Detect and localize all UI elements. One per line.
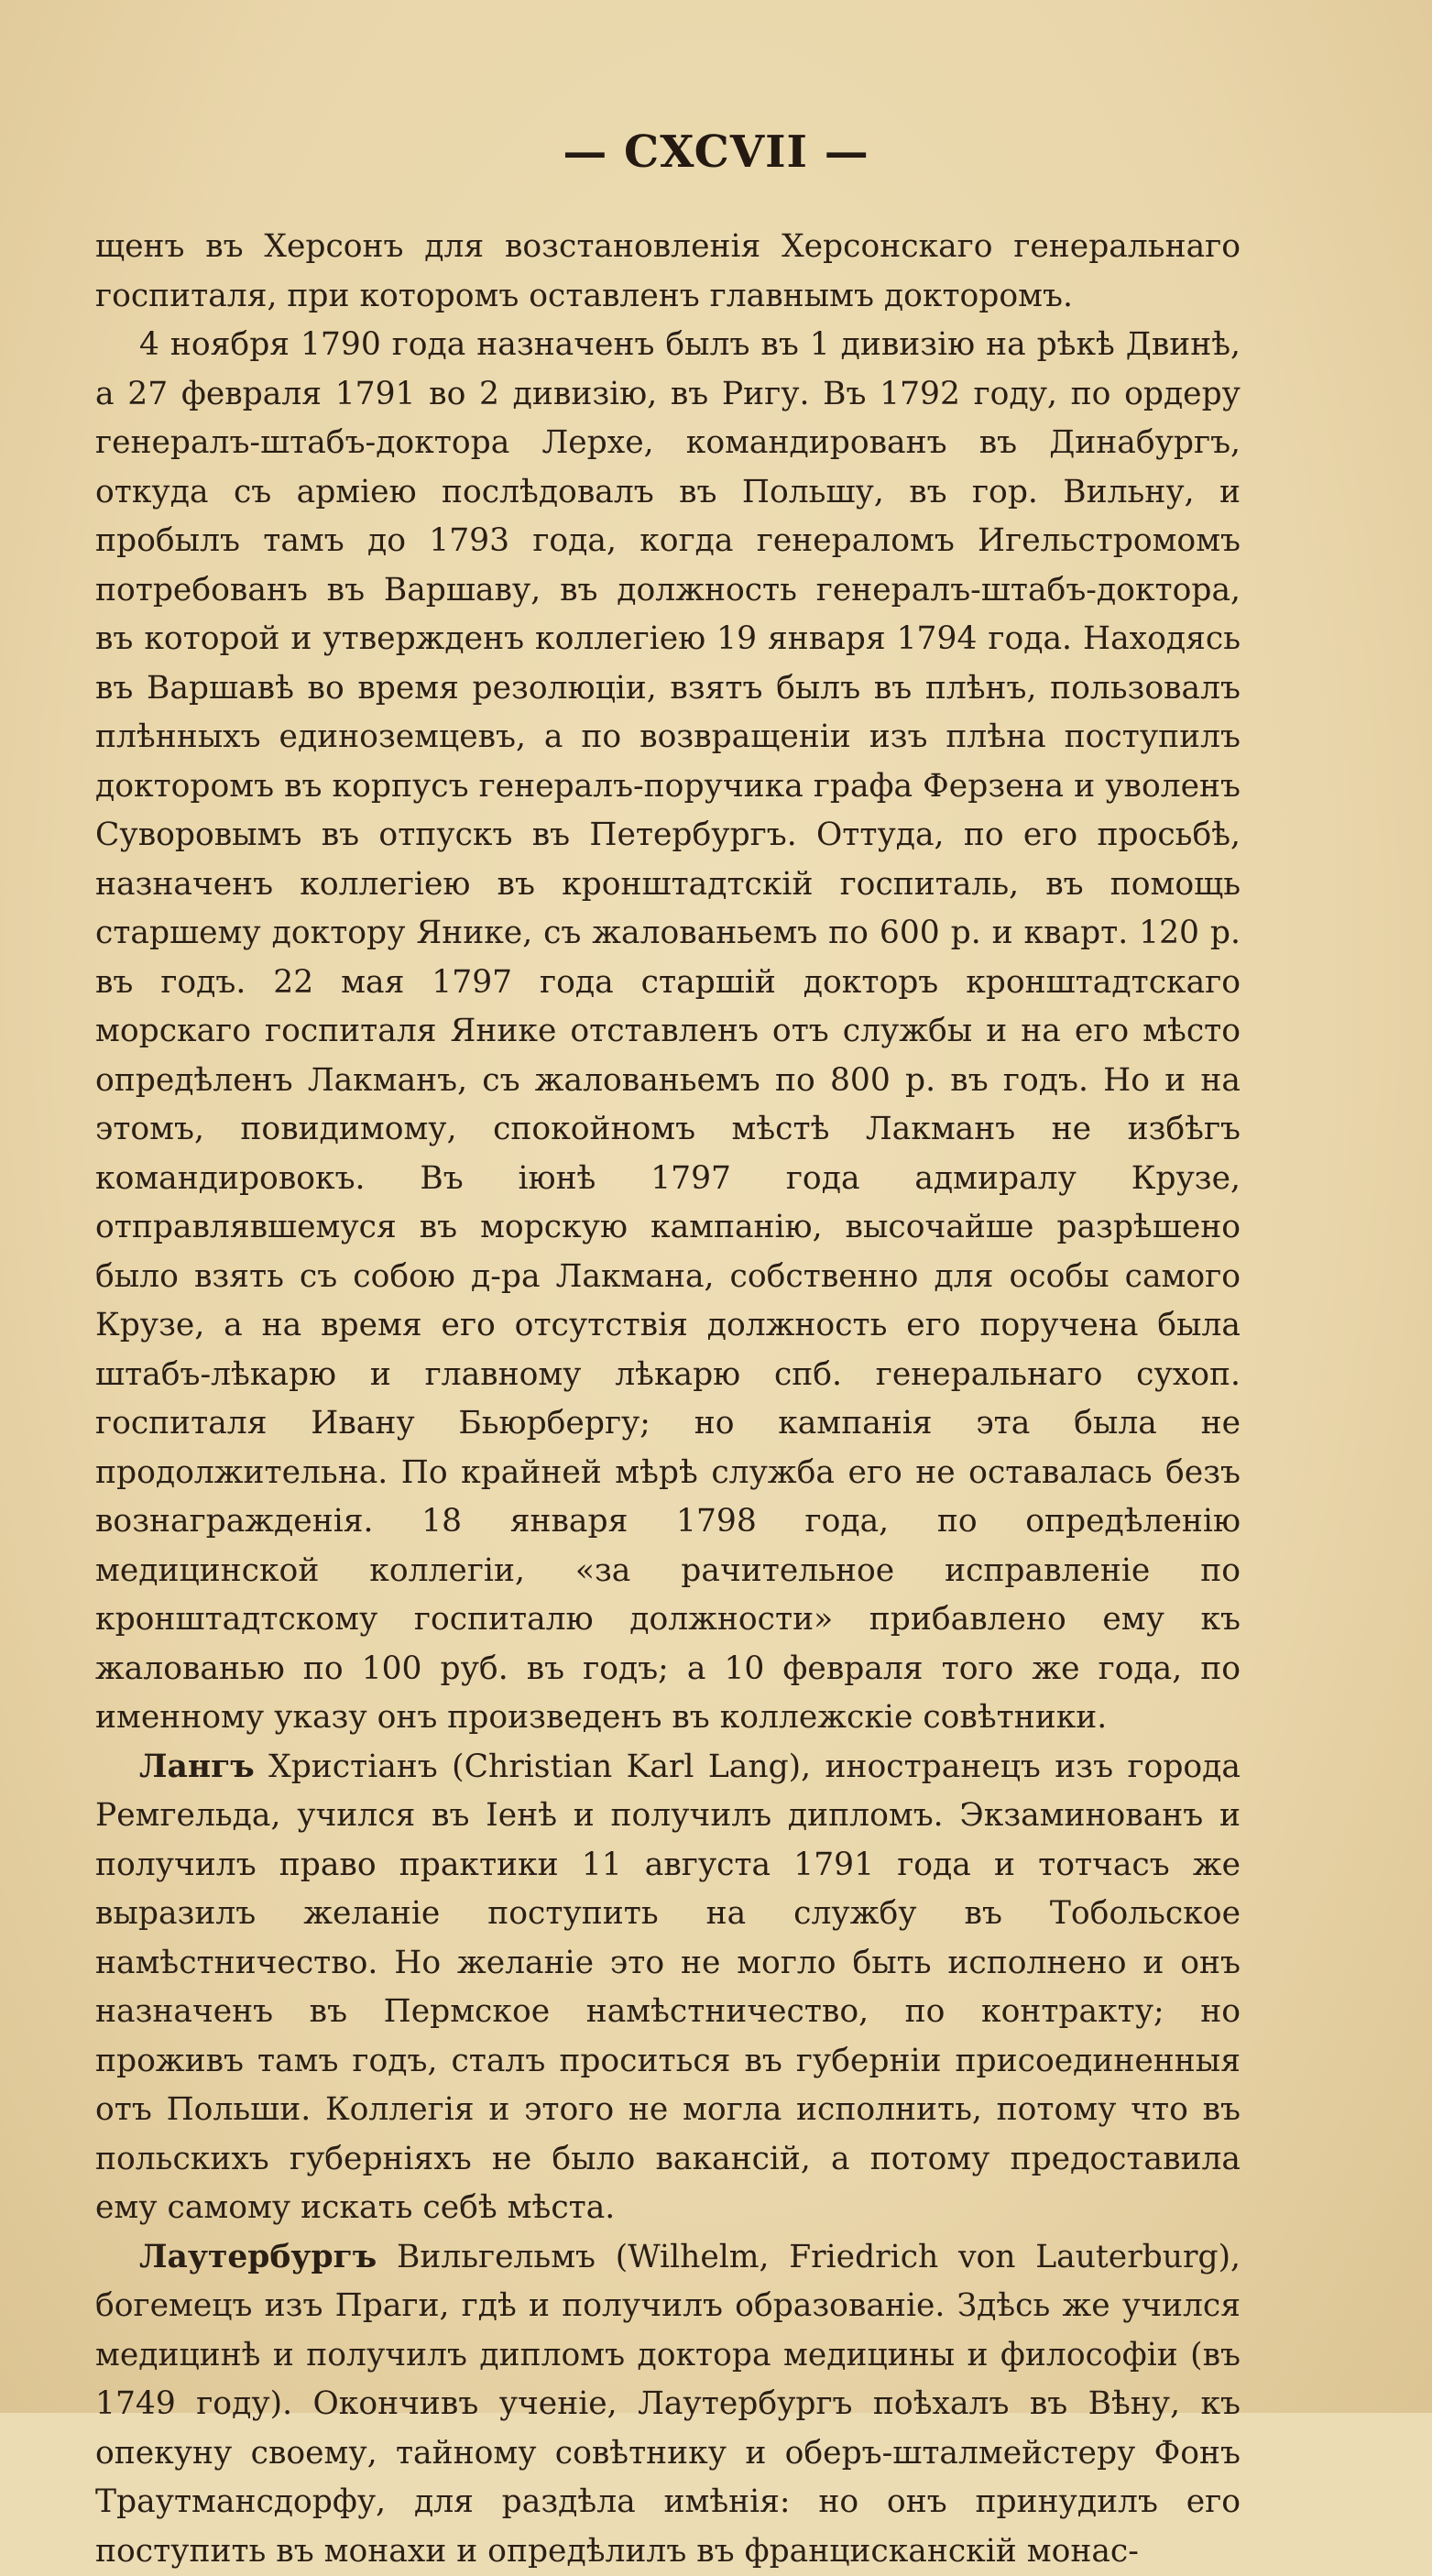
paragraph-3-text: Христіанъ (Christian Karl Lang), иностранецъ изъ города Ремгельда, учился въ Іенѣ и получилъ дипломъ. Экзаминованъ и получилъ право практики 11 августа 1791 года и тотчасъ же выразилъ желаніе поступить на службу въ Тобольское намѣстничество. Но желаніе это не могло быть исполнено и онъ назначенъ въ Пермское намѣстничество, по контракту; но проживъ тамъ годъ, сталъ проситься въ губерніи присоединенныя отъ Польши. Коллегія и этого не могла исполнить, потому что въ польскихъ губерніяхъ не было вакансій, а потому предоставила ему самому искать себѣ мѣста. (95, 1748, 1241, 2227)
paragraph-1 (95, 223, 1241, 321)
paragraph-1-text: щенъ въ Херсонъ для возстановленія Херсонскаго генеральнаго госпиталя, при которомъ оставленъ главнымъ докторомъ. (95, 228, 1241, 314)
paragraph-4 (95, 2233, 1241, 2576)
paragraph-2-text: 4 ноября 1790 года назначенъ былъ въ 1 дивизію на рѣкѣ Двинѣ, а 27 февраля 1791 во 2 дивизію, въ Ригу. Въ 1792 году, по ордеру генералъ-штабъ-доктора Лерхе, командированъ въ Динабургъ, откуда съ арміею послѣдовалъ въ Польшу, въ гор. Вильну, и пробылъ тамъ до 1793 года, когда генераломъ Игельстромомъ потребованъ въ Варшаву, въ должность генералъ-штабъ-доктора, въ которой и утвержденъ коллегіею 19 января 1794 года. Находясь въ Варшавѣ во время резолюціи, взятъ былъ въ плѣнъ, пользовалъ плѣнныхъ единоземцевъ, а по возвращеніи изъ плѣна поступилъ докторомъ въ корпусъ генералъ-поручика графа Ферзена и уволенъ Суворовымъ въ отпускъ въ Петербургъ. Оттуда, по его просьбѣ, назначенъ коллегіею въ кронштадтскій госпиталь, въ помощь старшему доктору Янике, съ жалованьемъ по 600 р. и кварт. 120 р. въ годъ. 22 мая 1797 года старшій докторъ кронштадтскаго морскаго госпиталя Янике отставленъ отъ службы и на его мѣсто опредѣленъ Лакманъ, съ жалованьемъ по 800 р. въ годъ. Но и на этомъ, повидимому, спокойномъ мѣстѣ Лакманъ не избѣгъ командировокъ. Въ іюнѣ 1797 года адмиралу Крузе, отправлявшемуся въ морскую кампанію, высочайше разрѣшено было взять съ собою д-ра Лакмана, собственно для особы самого Крузе, а на время его отсутствія должность его поручена была штабъ-лѣкарю и главному лѣкарю спб. генеральнаго сухоп. госпиталя Ивану Бьюрбергу; но кампанія эта была не продолжительна. По крайней мѣрѣ служба его не оставалась безъ вознагражденія. 18 января 1798 года, по опредѣленію медицинской коллегіи, «за рачительное исправленіе по кронштадтскому госпиталю должности» прибавлено ему къ жалованью по 100 руб. въ годъ; а 10 февраля того же года, по именному указу онъ произведенъ въ коллежскіе совѣтники. (95, 326, 1241, 1736)
paragraph-4-text: Вильгельмъ (Wilhelm, Friedrich von Lauterburg), богемецъ изъ Праги, гдѣ и получилъ образованіе. Здѣсь же учился медицинѣ и получилъ дипломъ доктора медицины и философіи (въ 1749 году). Окончивъ ученіе, Лаутербургъ поѣхалъ въ Вѣну, къ опекуну своему, тайному совѣтнику и оберъ-шталмейстеру Фонъ Траутмансдорфу, для раздѣла имѣнія: но онъ принудилъ его поступить въ монахи и опредѣлилъ въ францисканскій монас- (95, 2239, 1241, 2570)
entry-name-lauterburg: Лаутербургъ (139, 2239, 377, 2275)
paragraph-3 (95, 1743, 1241, 2233)
body-text (95, 223, 1241, 2576)
paragraph-2 (95, 321, 1241, 1743)
entry-name-lang: Лангъ (139, 1748, 255, 1785)
page-number: — CXCVII — (0, 126, 1432, 178)
